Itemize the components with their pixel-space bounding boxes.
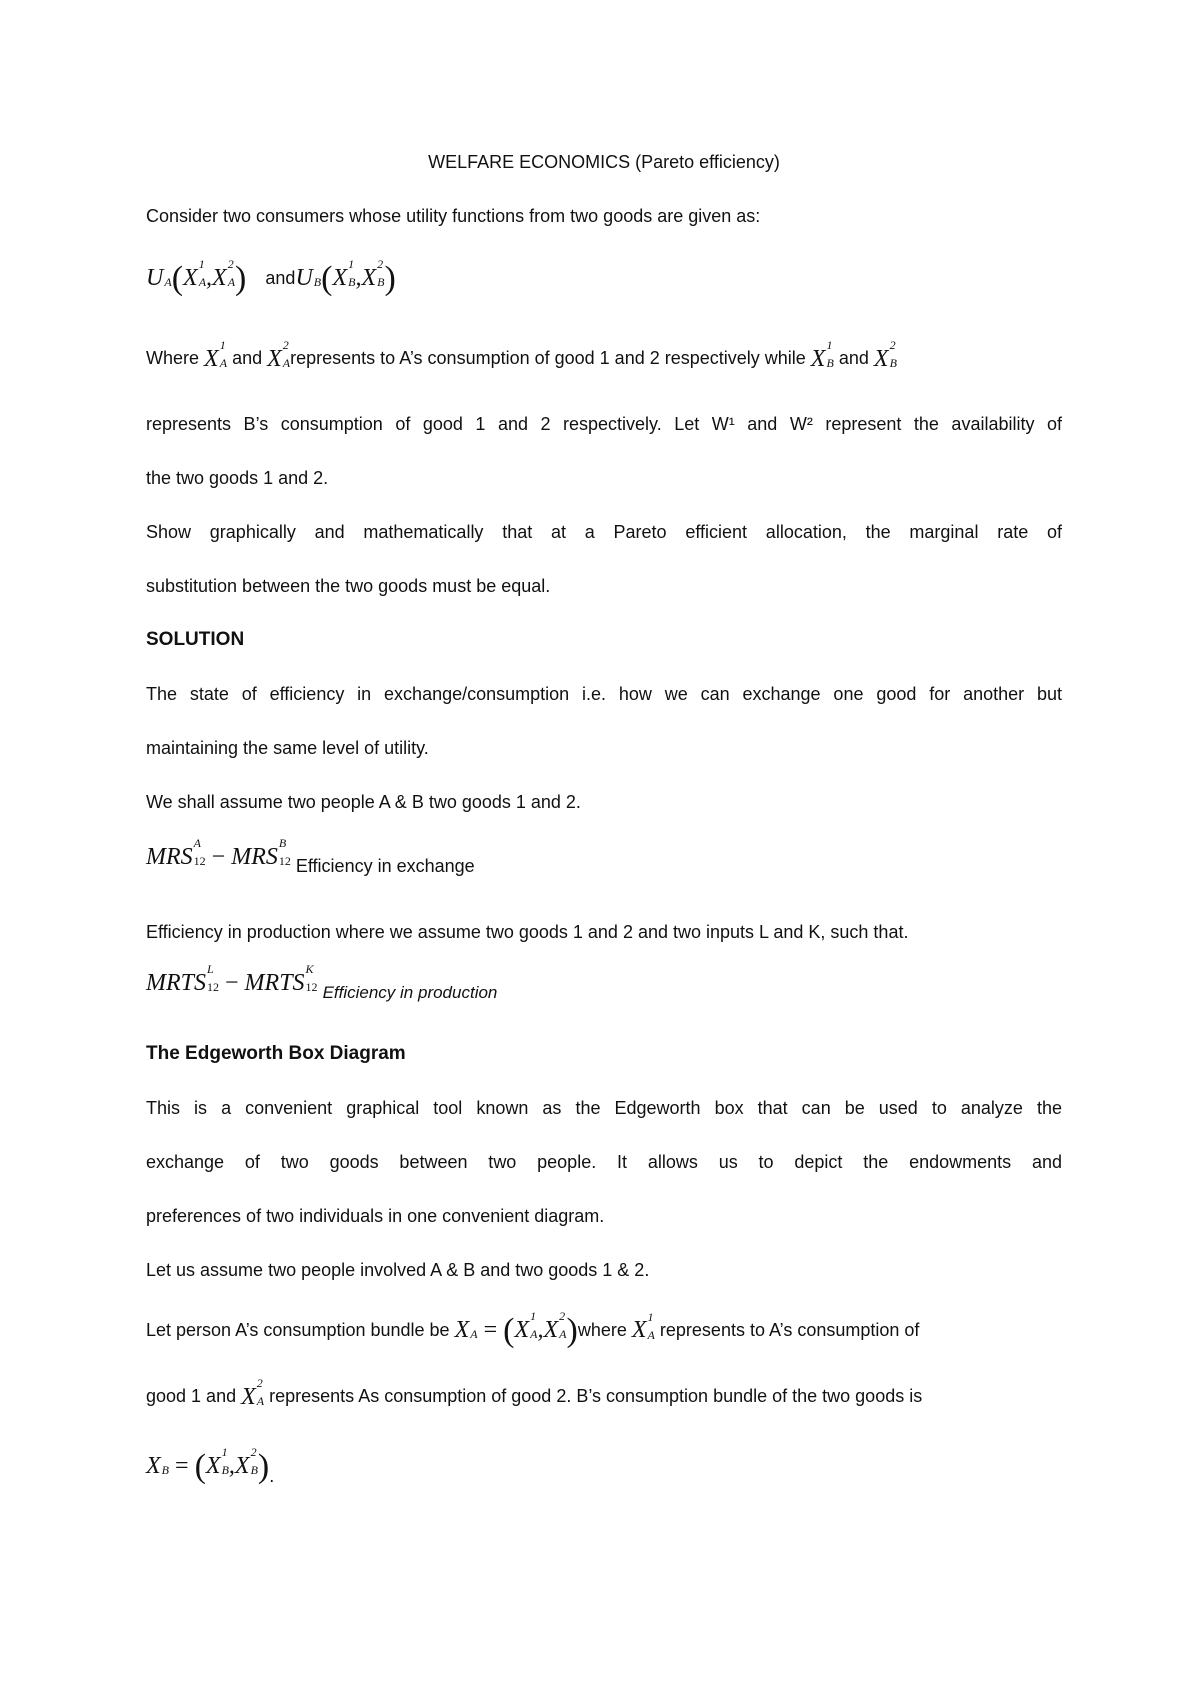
symbol-x2a: X 2 A (267, 337, 291, 372)
where-end-and: and (838, 348, 869, 368)
symbol-x2a-bundle: X 2 A (241, 1375, 265, 1410)
intro-paragraph: Consider two consumers whose utility functions from two goods are given as: (146, 206, 761, 226)
utility-functions-line (146, 257, 1062, 302)
bundle-a-post: represents to A’s consumption of (659, 1319, 920, 1340)
solution-line-3: We shall assume two people A & B two goods 1 and 2. (146, 792, 581, 812)
equation-production (146, 961, 1062, 1006)
where-mid-text: represents to A’s consumption of good 1 and 2 respectively while (290, 348, 806, 368)
final-period: . (269, 1465, 275, 1486)
bundle-b-post: represents As consumption of good 2. B’s consumption bundle of the two goods is (269, 1386, 923, 1406)
edgeworth-line-4: Let us assume two people involved A & B and two goods 1 & 2. (146, 1260, 650, 1280)
page-title: WELFARE ECONOMICS (Pareto efficiency) (428, 152, 780, 172)
utility-connector: and (265, 267, 296, 288)
mrts-equation: MRTS L 12 − MRTS K 12 (146, 961, 318, 996)
solution-line-2: maintaining the same level of utility. (146, 738, 429, 758)
bundle-b-equation: X B = (X 1 B ,X 2 B ) (146, 1445, 270, 1485)
bundle-b-pre: good 1 and (146, 1386, 237, 1406)
paragraph-b-consumption-end: the two goods 1 and 2. (146, 468, 329, 488)
bundle-a-line (146, 1309, 1062, 1350)
bundle-a-equation: X A = (X 1 A ,X 2 A ) (454, 1309, 578, 1349)
utility-function-b: U B (X 1 B ,X 2 B ) (295, 257, 396, 297)
production-line: Efficiency in production where we assume two goods 1 and 2 and two inputs L and K, such that. (146, 922, 909, 942)
and-word: and (232, 348, 263, 368)
symbol-x1a: X 1 A (204, 337, 228, 372)
bundle-a-pre: Let person A’s consumption bundle be (146, 1319, 450, 1340)
bundle-b-equation-line (146, 1445, 1062, 1490)
paragraph-b-consumption: represents B’s consumption of good 1 and 2 respectively. Let W¹ and W² represent the availability of (146, 414, 1062, 434)
edgeworth-heading: The Edgeworth Box Diagram (146, 1043, 406, 1064)
equation-production-caption: Efficiency in production (322, 983, 498, 1002)
where-line (146, 337, 1062, 382)
where-word: Where (146, 348, 200, 368)
utility-function-a: U A (X 1 A ,X 2 A ) (146, 257, 247, 297)
equation-exchange-caption: Efficiency in exchange (295, 856, 475, 876)
symbol-x1a-bundle: X 1 A (631, 1309, 655, 1344)
mrs-equation: MRS A 12 − MRS B 12 (146, 835, 291, 870)
edgeworth-line-2: exchange of two goods between two people. It allows us to depict the endowments and (146, 1152, 1062, 1172)
question-line-1: Show graphically and mathematically that at a Pareto efficient allocation, the marginal rate of (146, 522, 1062, 542)
bundle-b-line (146, 1375, 1062, 1420)
question-line-2: substitution between the two goods must be equal. (146, 576, 551, 596)
equation-exchange (146, 835, 1062, 880)
solution-heading: SOLUTION (146, 629, 245, 650)
bundle-a-where: where (577, 1319, 627, 1340)
symbol-x1b: X 1 B (810, 337, 834, 372)
symbol-x2b: X 2 B (873, 337, 897, 372)
solution-line-1: The state of efficiency in exchange/consumption i.e. how we can exchange one good for another but (146, 684, 1062, 704)
edgeworth-line-1: This is a convenient graphical tool known as the Edgeworth box that can be used to analyze the (146, 1098, 1062, 1118)
edgeworth-line-3: preferences of two individuals in one convenient diagram. (146, 1206, 605, 1226)
